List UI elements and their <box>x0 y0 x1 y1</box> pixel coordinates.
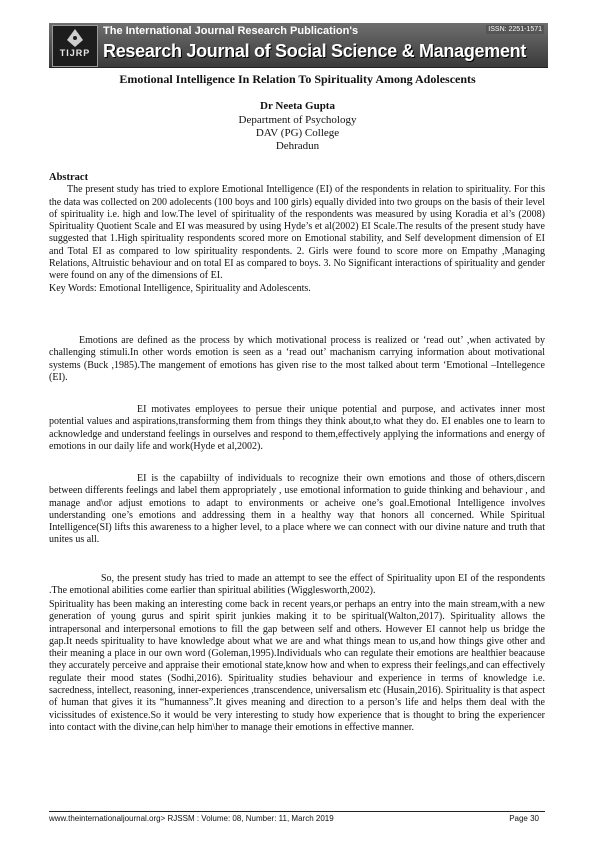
abstract-heading: Abstract <box>49 172 89 183</box>
page-number: Page 30 <box>509 814 539 823</box>
logo-text: TIJRP <box>59 48 91 58</box>
abstract-text: The present study has tried to explore Emotional Intelligence (EI) of the respondents in relation to spirituality. For this the data was collected on 200 adolecents (100 boys and 100 girls) equally divided into two groups on the basis of their level of spirituality i.e. high and low.The level of spirituality of the respondents was measured by using Koradia et al’s (2008) Spirituality Quotient Scale and EI was measured by using Hyde’s et al(2002) EI Scale.The results of the present study have suggested that 1.High spirituality respondents scored more on Emotional stability, and Self development dimension of EI and Total EI as compared to low spirituality respondents. 2. Girls were found to score more on Empathy ,Managing Relations, Altruistic behaviour and on total EI as compared to boys. 3. No Significant interactions of spirituality and gender were found on any of the dimensions of EI. <box>49 184 545 282</box>
abstract-section <box>49 172 545 295</box>
body-paragraph-1: Emotions are defined as the process by which motivational process is realized or ‘read out’ ,when activated by challenging stimuli.In other words emotion is seen as a ‘read out’ machanism carrying information about motivational systems (Buck ,1985).The mangement of emotions has given rise to the most talked about term ‘Emotional –Intellegence (EI). <box>49 335 545 383</box>
footer-citation: www.theinternationaljournal.org> RJSSM : Volume: 08, Number: 11, March 2019 <box>49 814 334 823</box>
author-college: DAV (PG) College <box>255 127 340 139</box>
publication-name: The International Journal Research Publication's <box>103 25 359 37</box>
author-name: Dr Neeta Gupta <box>260 100 335 112</box>
body-paragraph-3: EI is the capabiilty of individuals to recognize their own emotions and those of others,discern between differents feelings and label them appropriately , use emotional information to guide thinking and behaviour , and manage and\or adjust emotions to adapt to environments or acheive one’s goal.Emotional Intelligence involves understanding one’s emotions and addressing them in a healthy way that honors all concerned. While Spiritual Intelligence(SI) lifts this awareness to a higher level, to a place where we can connect with our divine nature and truth that unites us all. <box>49 473 545 546</box>
issn-badge: ISSN: 2251-1571 <box>488 26 542 33</box>
pen-nib-icon <box>61 28 89 48</box>
author-city: Dehradun <box>275 140 320 152</box>
keywords: Key Words: Emotional Intelligence, Spirituality and Adolescents. <box>49 282 311 294</box>
journal-banner <box>49 23 548 68</box>
journal-logo <box>52 25 98 67</box>
journal-name: Research Journal of Social Science & Management <box>103 41 527 61</box>
author-department: Department of Psychology <box>238 114 357 126</box>
body-paragraph-5: Spirituality has been making an interesting come back in recent years,or perhaps an entry into the main stream,with a new generation of young gurus and spirit spirit junkies making it to be spiritual(Walton,2017). Spirituality allows the intrapersonal and interpersonal emotions to fill the gap between self and others. However EI cannot help us bridge the gap.It needs spirituality to have knowledge about what we are and what things mean to us,and how things give other and their meaning a place in our own word (Goleman,1995).Individuals who can regulate their emotions are healthier beacause they accurately perceive and appraise their emotional state,know how and when to express their feelings,and can effectively regulate their mood states (Sodhi,2016). Spirituality studies behaviour and experience in terms of knowledge i.e. sacredness, intellect, reasoning, inner-experiences ,transcendence, universalism etc (Husain,2016). Spirituality is that aspect of human that gives it its “humanness”.It gives meaning and direction to a person’s life and helps them deal with the vicissitudes of existence.So it would be very interesting to study how experience that is thought to bring the experiencer into contact with the divine,can help him\her to manage their emotions in effective manner. <box>49 599 545 733</box>
body-paragraph-2: EI motivates employees to persue their unique potential and purpose, and activates inner most potential values and aspirations,transforming them from things they think about,to what they do. EI enables one to learn to acknowledge and understand feelings in ourselves and respond to them,effectively applying the informations and energy of emotions in our daily life and work(Hyde et al,2002). <box>49 404 545 452</box>
page-footer <box>49 811 545 823</box>
body-paragraph-4: So, the present study has tried to made an attempt to see the effect of Spirituality upon EI of the respondents .The emotional abilities come earlier than spiritual abilities (Wigglesworth,2002). <box>49 573 545 597</box>
paper-title: Emotional Intelligence In Relation To Spirituality Among Adolescents <box>119 72 476 86</box>
